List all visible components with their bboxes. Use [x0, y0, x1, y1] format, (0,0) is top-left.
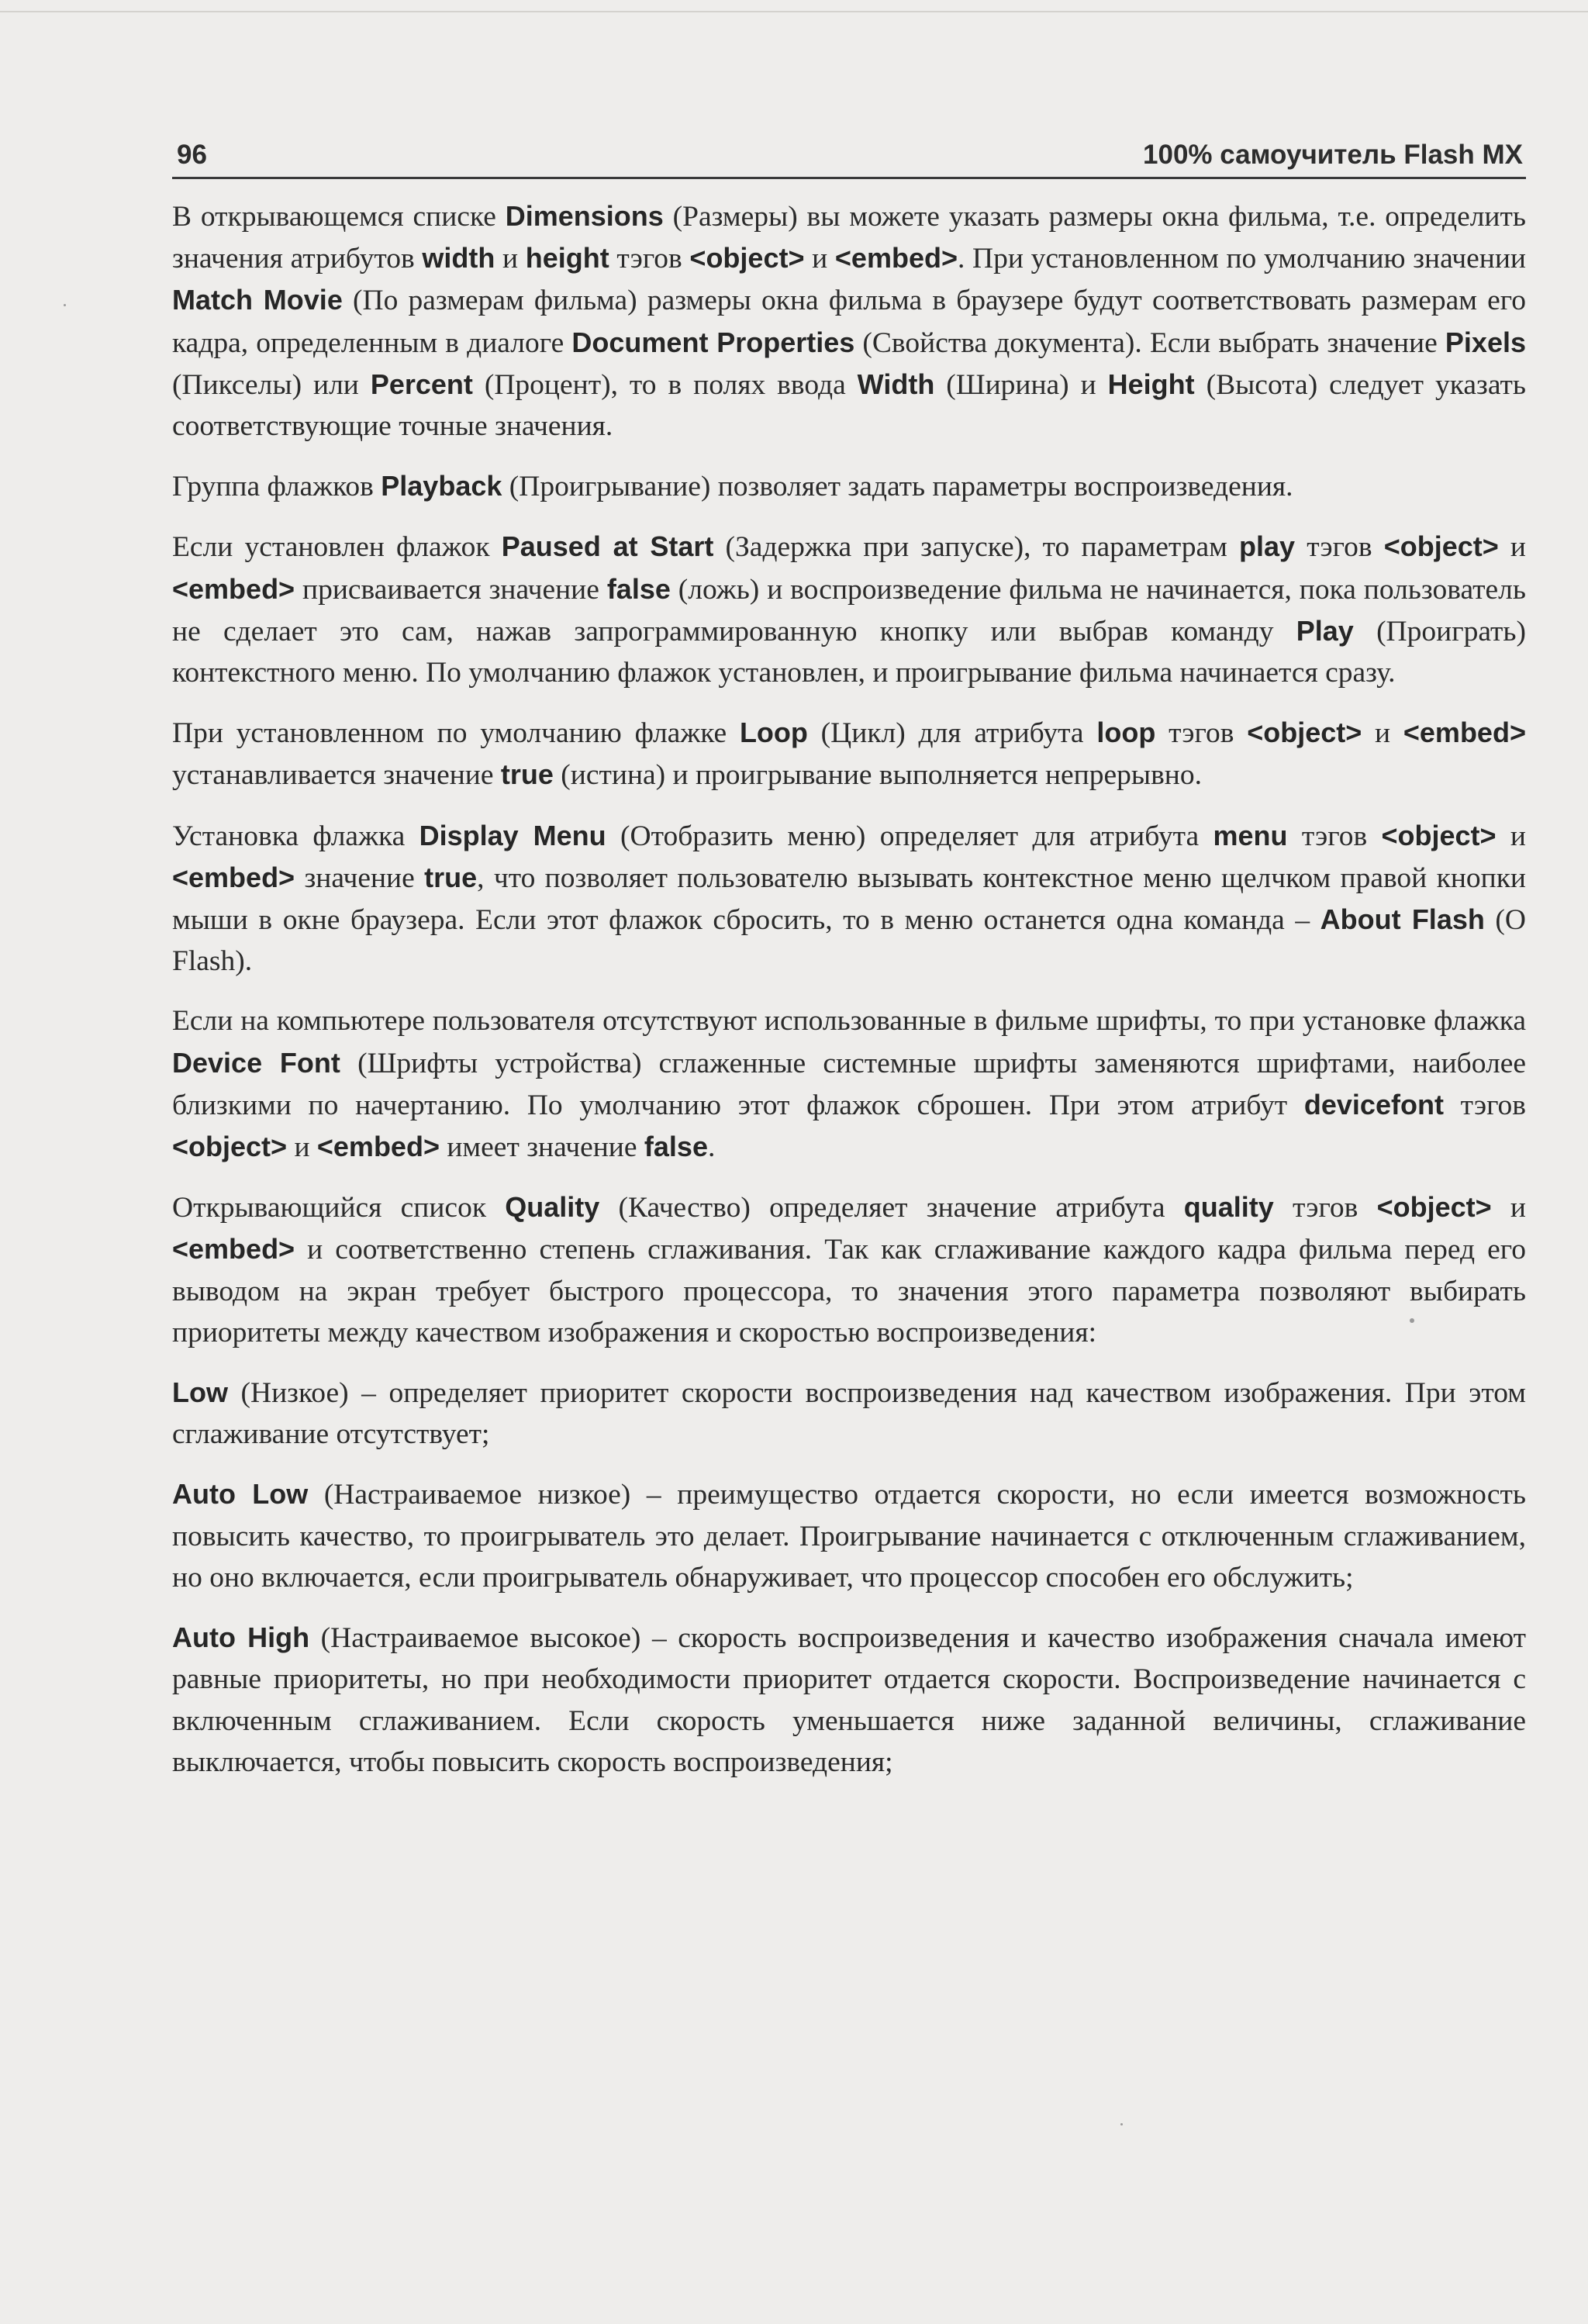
text-run: (Свойства документа). Если выбрать значение — [854, 326, 1445, 359]
text-run: присваивается значение — [295, 573, 607, 606]
text-run: и — [1491, 1192, 1526, 1224]
bold-term: Play — [1296, 614, 1354, 647]
text-run: . — [707, 1131, 716, 1164]
bold-term: Percent — [370, 368, 473, 400]
paragraph — [172, 1473, 1526, 1598]
page-number: 96 — [177, 140, 207, 170]
bold-term: Device Font — [172, 1046, 340, 1079]
paragraph — [172, 465, 1526, 507]
bold-term: Auto High — [172, 1621, 310, 1654]
text-run: тэгов — [609, 243, 690, 275]
paragraph — [172, 712, 1526, 796]
bold-term: width — [422, 242, 495, 275]
bold-term: <object> — [689, 242, 805, 275]
paragraph — [172, 1372, 1526, 1455]
text-run: и — [1496, 820, 1526, 852]
text-run: (ложь) и воспроизведение фильма не начинается, пока пользователь не сделает это сам, нажав запрограммированную кнопку или выбрав команду — [172, 573, 1526, 647]
bold-term: loop — [1096, 717, 1156, 749]
text-run: (Размеры) вы можете указать размеры окна фильма, т.е. определить значения атрибутов — [172, 201, 1526, 275]
paragraph — [172, 1617, 1526, 1783]
text-run: . При установленном по умолчанию значении — [958, 243, 1526, 275]
text-run: тэгов — [1443, 1089, 1526, 1121]
text-run: (Шрифты устройства) сглаженные системные шрифты заменяются шрифтами, наиболее близкими по начертанию. По умолчанию этот флажок сброшен. При этом атрибут — [172, 1047, 1526, 1121]
text-run: (Качество) определяет значение атрибута — [599, 1192, 1184, 1224]
paragraph — [172, 1000, 1526, 1168]
paragraph — [172, 526, 1526, 693]
bold-term: Playback — [381, 470, 502, 502]
paragraph — [172, 815, 1526, 982]
text-run: (Низкое) – определяет приоритет скорости воспроизведения над качеством изображения. При этом сглаживание отсутствует; — [172, 1377, 1526, 1451]
body-text — [172, 195, 1526, 1801]
text-run: (Проиграть) контекстного меню. По умолчанию флажок установлен, и проигрывание фильма начинается сразу. — [172, 615, 1526, 689]
text-run: (Ширина) и — [934, 368, 1108, 401]
scan-speck — [64, 304, 66, 306]
bold-term: Loop — [739, 717, 808, 749]
text-run: При установленном по умолчанию флажке — [172, 717, 740, 750]
bold-term: Auto Low — [172, 1478, 309, 1511]
bold-term: height — [525, 242, 609, 275]
text-run: и — [1498, 531, 1526, 564]
bold-term: Width — [857, 368, 935, 400]
bold-term: <embed> — [1403, 717, 1526, 749]
running-header — [172, 133, 1526, 179]
text-run: и — [495, 243, 526, 275]
text-run: (Настраиваемое высокое) – скорость воспроизведения и качество изображения сначала имеют равные приоритеты, но при необходимости приоритет отдается скорости. Воспроизведение начинается с включенным сглаживанием. Если скорость уменьшается ниже заданной величины, сглаживание выключается, чтобы повысить скорость воспроизведения; — [172, 1622, 1526, 1778]
bold-term: <object> — [1381, 819, 1497, 851]
text-run: (О Flash). — [172, 904, 1526, 978]
bold-term: <object> — [1383, 530, 1499, 563]
bold-term: true — [500, 758, 554, 791]
bold-term: <embed> — [834, 242, 958, 275]
paragraph — [172, 1186, 1526, 1353]
text-run: (Задержка при запуске), то параметрам — [713, 531, 1240, 564]
bold-term: false — [606, 572, 671, 605]
bold-term: <embed> — [172, 861, 295, 893]
text-run: (истина) и проигрывание выполняется непрерывно. — [553, 759, 1202, 792]
text-run: Установка флажка — [172, 820, 419, 852]
bold-term: Dimensions — [505, 200, 664, 232]
bold-term: Match Movie — [172, 284, 343, 316]
bold-term: Display Menu — [419, 819, 606, 851]
bold-term: <embed> — [172, 572, 295, 605]
bold-term: quality — [1183, 1191, 1274, 1224]
text-run: (Высота) следует указать соответствующие точные значения. — [172, 368, 1526, 443]
text-run: и соответственно степень сглаживания. Так как сглаживание каждого кадра фильма перед его выводом на экран требует быстрого процессора, то значения этого параметра позволяют выбирать приоритеты между качеством изображения и скоростью воспроизведения: — [172, 1234, 1526, 1348]
bold-term: Document Properties — [571, 326, 855, 358]
bold-term: false — [644, 1131, 708, 1163]
bold-term: play — [1239, 530, 1296, 563]
text-run: (Пикселы) или — [172, 368, 371, 401]
bold-term: <embed> — [172, 1233, 295, 1266]
bold-term: true — [424, 861, 478, 893]
text-run: и — [804, 243, 835, 275]
text-run: и — [1362, 717, 1403, 750]
bold-term: Paused at Start — [501, 530, 714, 563]
text-run: (Настраиваемое низкое) – преимущество отдается скорости, но если имеется возможность повысить качество, то проигрыватель это делает. Проигрывание начинается с отключенным сглаживанием, но оно включается, если проигрыватель обнаруживает, что процессор способен его обслужить; — [172, 1479, 1527, 1594]
bold-term: menu — [1213, 819, 1288, 851]
text-run: тэгов — [1273, 1192, 1377, 1224]
bold-term: <object> — [172, 1131, 288, 1163]
scan-speck — [1410, 1318, 1414, 1323]
text-run: В открывающемся списке — [172, 201, 506, 233]
page-top-edge — [0, 11, 1588, 12]
text-run: тэгов — [1295, 531, 1384, 564]
text-run: тэгов — [1287, 820, 1382, 852]
text-run: значение — [295, 862, 425, 894]
text-run: Если на компьютере пользователя отсутствуют использованные в фильме шрифты, то при установке флажка — [172, 1005, 1526, 1038]
text-run: имеет значение — [439, 1131, 644, 1164]
text-run: Открывающийся список — [172, 1192, 506, 1224]
scan-speck — [1120, 2123, 1123, 2125]
bold-term: About Flash — [1320, 903, 1485, 936]
bold-term: devicefont — [1303, 1088, 1444, 1121]
text-run: (Проигрывание) позволяет задать параметры воспроизведения. — [502, 471, 1293, 503]
bold-term: <object> — [1247, 717, 1362, 749]
text-run: Группа флажков — [172, 471, 381, 503]
text-run: (Процент), то в полях ввода — [472, 368, 858, 401]
bold-term: <object> — [1376, 1191, 1492, 1224]
bold-term: Quality — [505, 1191, 600, 1224]
paragraph — [172, 195, 1526, 447]
text-run: тэгов — [1155, 717, 1248, 750]
bold-term: <embed> — [316, 1131, 440, 1163]
text-run: устанавливается значение — [172, 759, 501, 792]
text-run: (Отобразить меню) определяет для атрибута — [606, 820, 1213, 852]
text-run: Если установлен флажок — [172, 531, 502, 564]
text-run: и — [287, 1131, 317, 1164]
text-run: , что позволяет пользователю вызывать контекстное меню щелчком правой кнопки мыши в окне браузера. Если этот флажок сбросить, то в меню останется одна команда – — [172, 862, 1526, 937]
bold-term: Height — [1107, 368, 1195, 400]
bold-term: Low — [172, 1376, 228, 1409]
bold-term: Pixels — [1445, 326, 1527, 358]
text-run: (По размерам фильма) размеры окна фильма в браузере будут соответствовать размерам его кадра, определенным в диалоге — [172, 285, 1526, 359]
text-run: (Цикл) для атрибута — [807, 717, 1097, 750]
running-title: 100% самоучитель Flash MX — [1143, 140, 1523, 170]
